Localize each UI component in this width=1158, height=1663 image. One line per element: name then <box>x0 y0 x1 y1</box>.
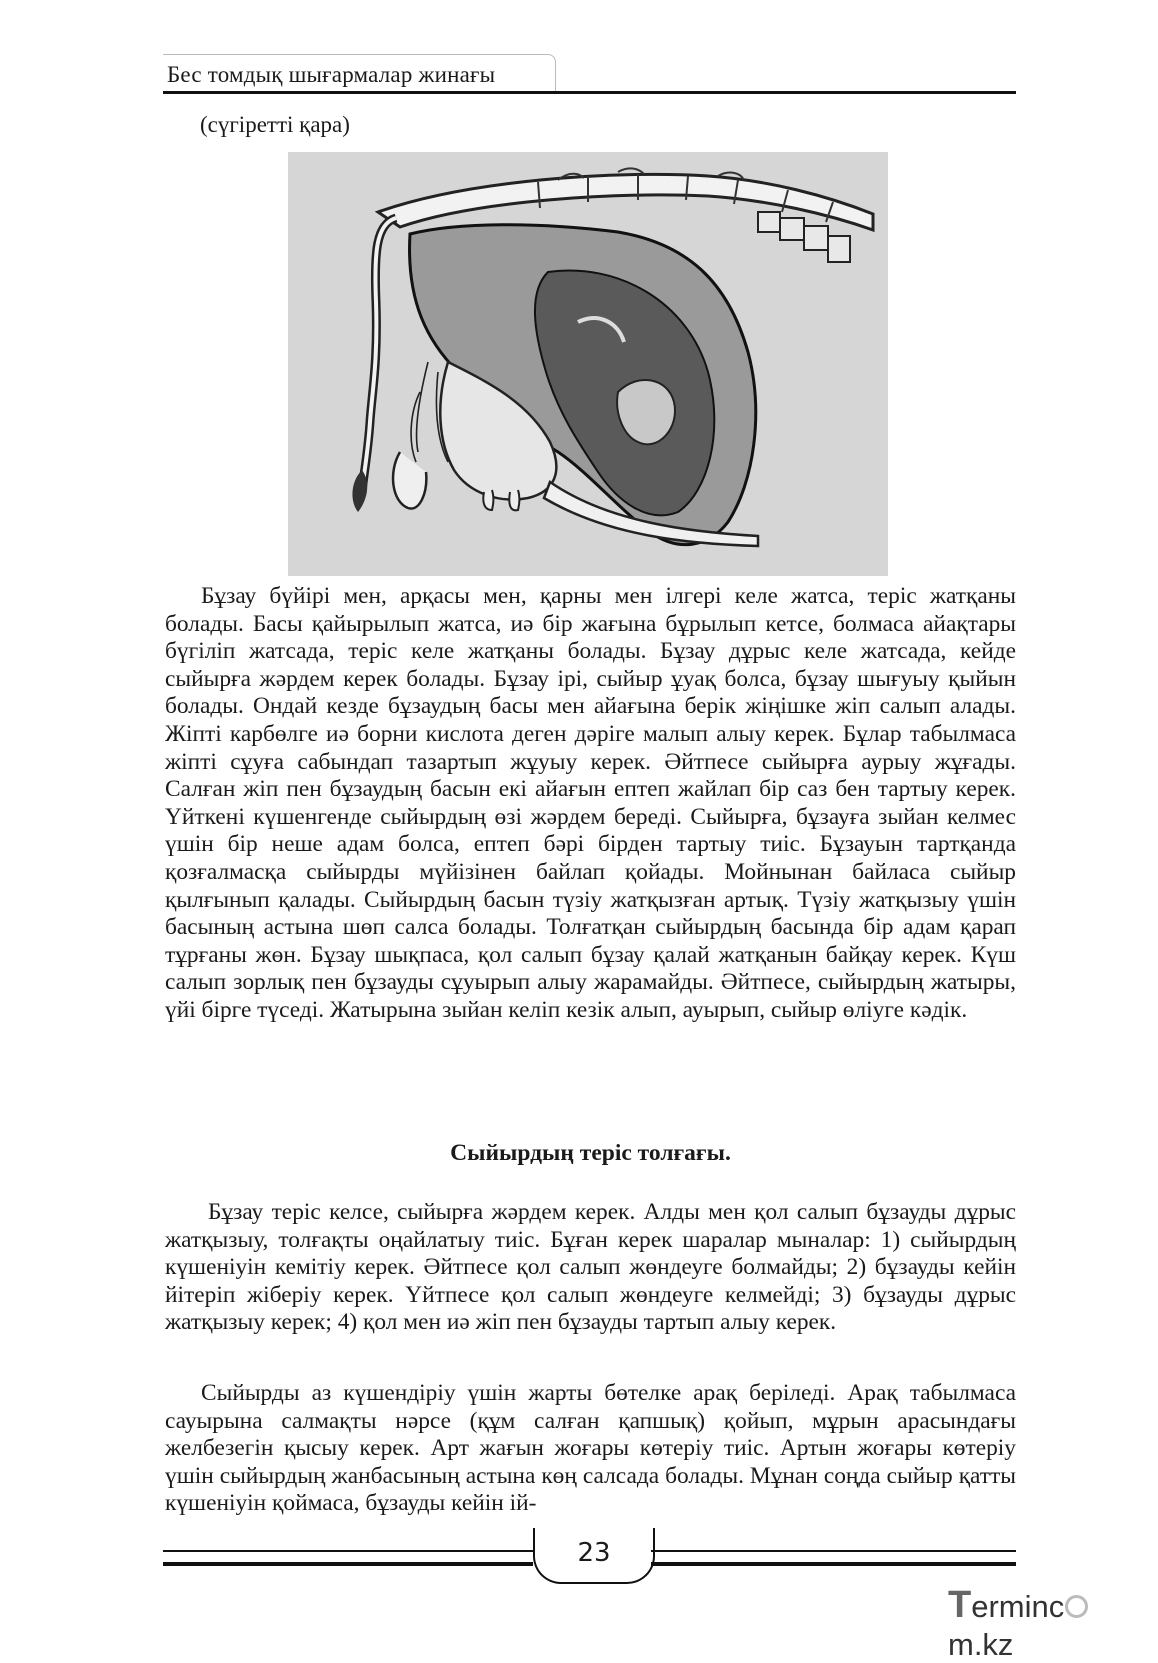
footer-rule-left <box>163 1550 533 1566</box>
page-footer <box>163 1528 1016 1584</box>
paragraph-2: Бұзау теріс келсе, сыйырға жәрдем керек. Алды мен қол салып бұзауды дұрыс жатқызыу, толғақты оңайлатыу тиіс. Бұған керек шаралар мыналар: 1) сыйырдың күшеніуін кемітіу керек. Әйтпесе қол салып жөндеуге болмайды; 2) бұзауды кейін йітеріп жіберіу керек. Үйтпесе қол салып жөндеуге келмейді; 3) бұзауды дұрыс жатқызыу керек; 4) қол мен иә жіп пен бұзауды тартып алыу керек. <box>165 1199 1016 1336</box>
figure-caption: (сүгіретті қара) <box>200 112 350 137</box>
watermark-logo <box>948 1584 1148 1662</box>
running-header <box>163 54 1016 94</box>
cow-uterus-calf-illustration <box>288 152 888 576</box>
header-rule <box>163 91 1016 94</box>
paragraph-1: Бұзау бүйірі мен, арқасы мен, қарны мен ілгері келе жатса, теріс жатқаны болады. Басы қайырылып жатса, иә бір жағына бұрылып кетсе, болмаса айақтары бүгіліп жатсада, теріс келе жатқаны болады. Бұзау дұрыс келе жатсада, кейде сыйырға жәрдем керек болады. Бұзау ірі, сыйыр ұуақ болса, бұзау шығуыу қыйын болады. Ондай кезде бұзаудың басы мен айағына берік жіңішке жіп салып алады. Жіпті карбөлге иә борни кислота деген дәріге малып алыу керек. Бұлар табылмаса жіпті сұуға сабындап тазартып жұуыу керек. Әйтпесе сыйырға аурыу жұғады. Салған жіп пен бұзаудың басын екі айағын ептеп жайлап бір саз бен тартыу керек. Үйткені күшенгенде сыйырдың өзі жәрдем береді. Сыйырға, бұзауға зыйан келмес үшін бір неше адам болса, ептеп бәрі бірден тартыу тиіс. Бұзауын тартқанда қозғалмасқа сыйырды мүйізінен байлап қойады. Мойнынан байласа сыйыр қылғынып қалады. Сыйырдың басын түзіу жатқызған артық. Түзіу жатқызыу үшін басының астына шөп салса болады. Толғатқан сыйырдың басында бір адам қарап тұрғаны жөн. Бұзау шықпаса, қол салып бұзау қалай жатқанын байқау керек. Күш салып зорлық пен бұзауды сұуырып алыу жарамайды. Әйтпесе, сыйырдың жатыры, үйі бірге түседі. Жатырына зыйан келіп кезік алып, ауырып, сыйыр өліуге кәдік. <box>165 583 1016 1023</box>
footer-rule-right <box>651 1550 1016 1566</box>
watermark-t: T <box>948 1584 972 1626</box>
watermark-text-2: m.kz <box>948 1627 1014 1662</box>
section-heading: Сыйырдың теріс толғағы. <box>450 1140 731 1166</box>
watermark-text-1: erminc <box>971 1589 1065 1624</box>
page-number: 23 <box>533 1528 655 1584</box>
paragraph-3: Сыйырды аз күшендіріу үшін жарты бөтелке арақ беріледі. Арақ табылмаса сауырына салмақты нәрсе (құм салған қапшық) қойып, мұрын арасындағы желбезегін қысыу керек. Арт жағын жоғары көтеріу тиіс. Артын жоғары көтеріу үшін сыйырдың жанбасының астына көң салсада болады. Мұнан соңда сыйыр қатты күшеніуін қоймаса, бұзауды кейін ій- <box>165 1380 1016 1517</box>
magnifier-icon <box>1065 1595 1088 1618</box>
header-title: Бес томдық шығармалар жинағы <box>167 62 496 87</box>
